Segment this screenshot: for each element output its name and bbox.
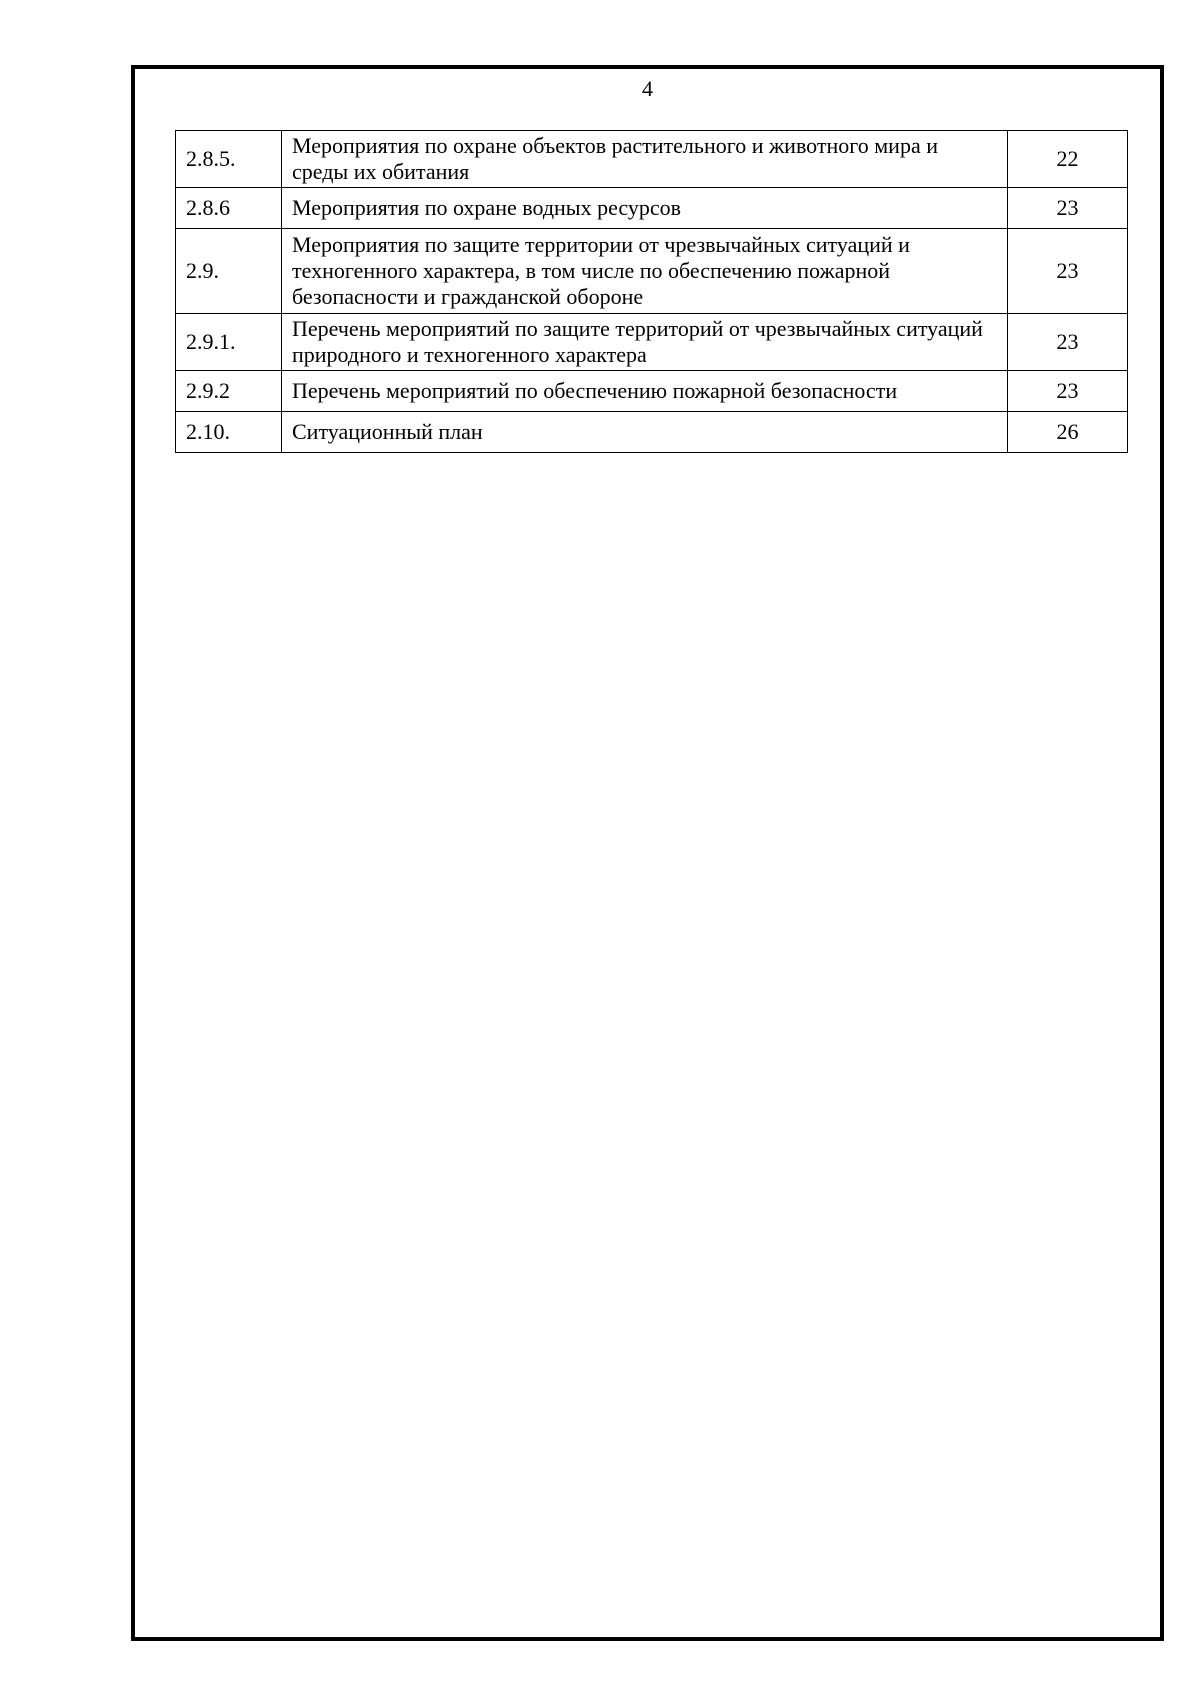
page-ref: 23 bbox=[1008, 229, 1128, 314]
page-ref: 23 bbox=[1008, 371, 1128, 412]
section-number: 2.9.2 bbox=[176, 371, 282, 412]
section-number: 2.10. bbox=[176, 412, 282, 453]
section-title: Мероприятия по охране объектов растительного и животного мира и среды их обитания bbox=[282, 131, 1008, 188]
section-title: Перечень мероприятий по защите территорий от чрезвычайных ситуаций природного и техногенного характера bbox=[282, 314, 1008, 371]
section-number: 2.8.5. bbox=[176, 131, 282, 188]
section-number: 2.9.1. bbox=[176, 314, 282, 371]
section-title: Перечень мероприятий по обеспечению пожарной безопасности bbox=[282, 371, 1008, 412]
table-row bbox=[176, 412, 1128, 453]
page-frame bbox=[131, 65, 1164, 1641]
page-number: 4 bbox=[642, 76, 653, 101]
page-ref: 22 bbox=[1008, 131, 1128, 188]
page-ref: 23 bbox=[1008, 314, 1128, 371]
section-number: 2.8.6 bbox=[176, 188, 282, 229]
section-title: Мероприятия по защите территории от чрезвычайных ситуаций и техногенного характера, в том числе по обеспечению пожарной безопасности и гражданской обороне bbox=[282, 229, 1008, 314]
table-row bbox=[176, 188, 1128, 229]
table-row bbox=[176, 314, 1128, 371]
section-number: 2.9. bbox=[176, 229, 282, 314]
section-title: Ситуационный план bbox=[282, 412, 1008, 453]
section-title: Мероприятия по охране водных ресурсов bbox=[282, 188, 1008, 229]
toc-table bbox=[175, 130, 1128, 453]
table-row bbox=[176, 229, 1128, 314]
table-row bbox=[176, 131, 1128, 188]
page-ref: 26 bbox=[1008, 412, 1128, 453]
page-ref: 23 bbox=[1008, 188, 1128, 229]
table-row bbox=[176, 371, 1128, 412]
